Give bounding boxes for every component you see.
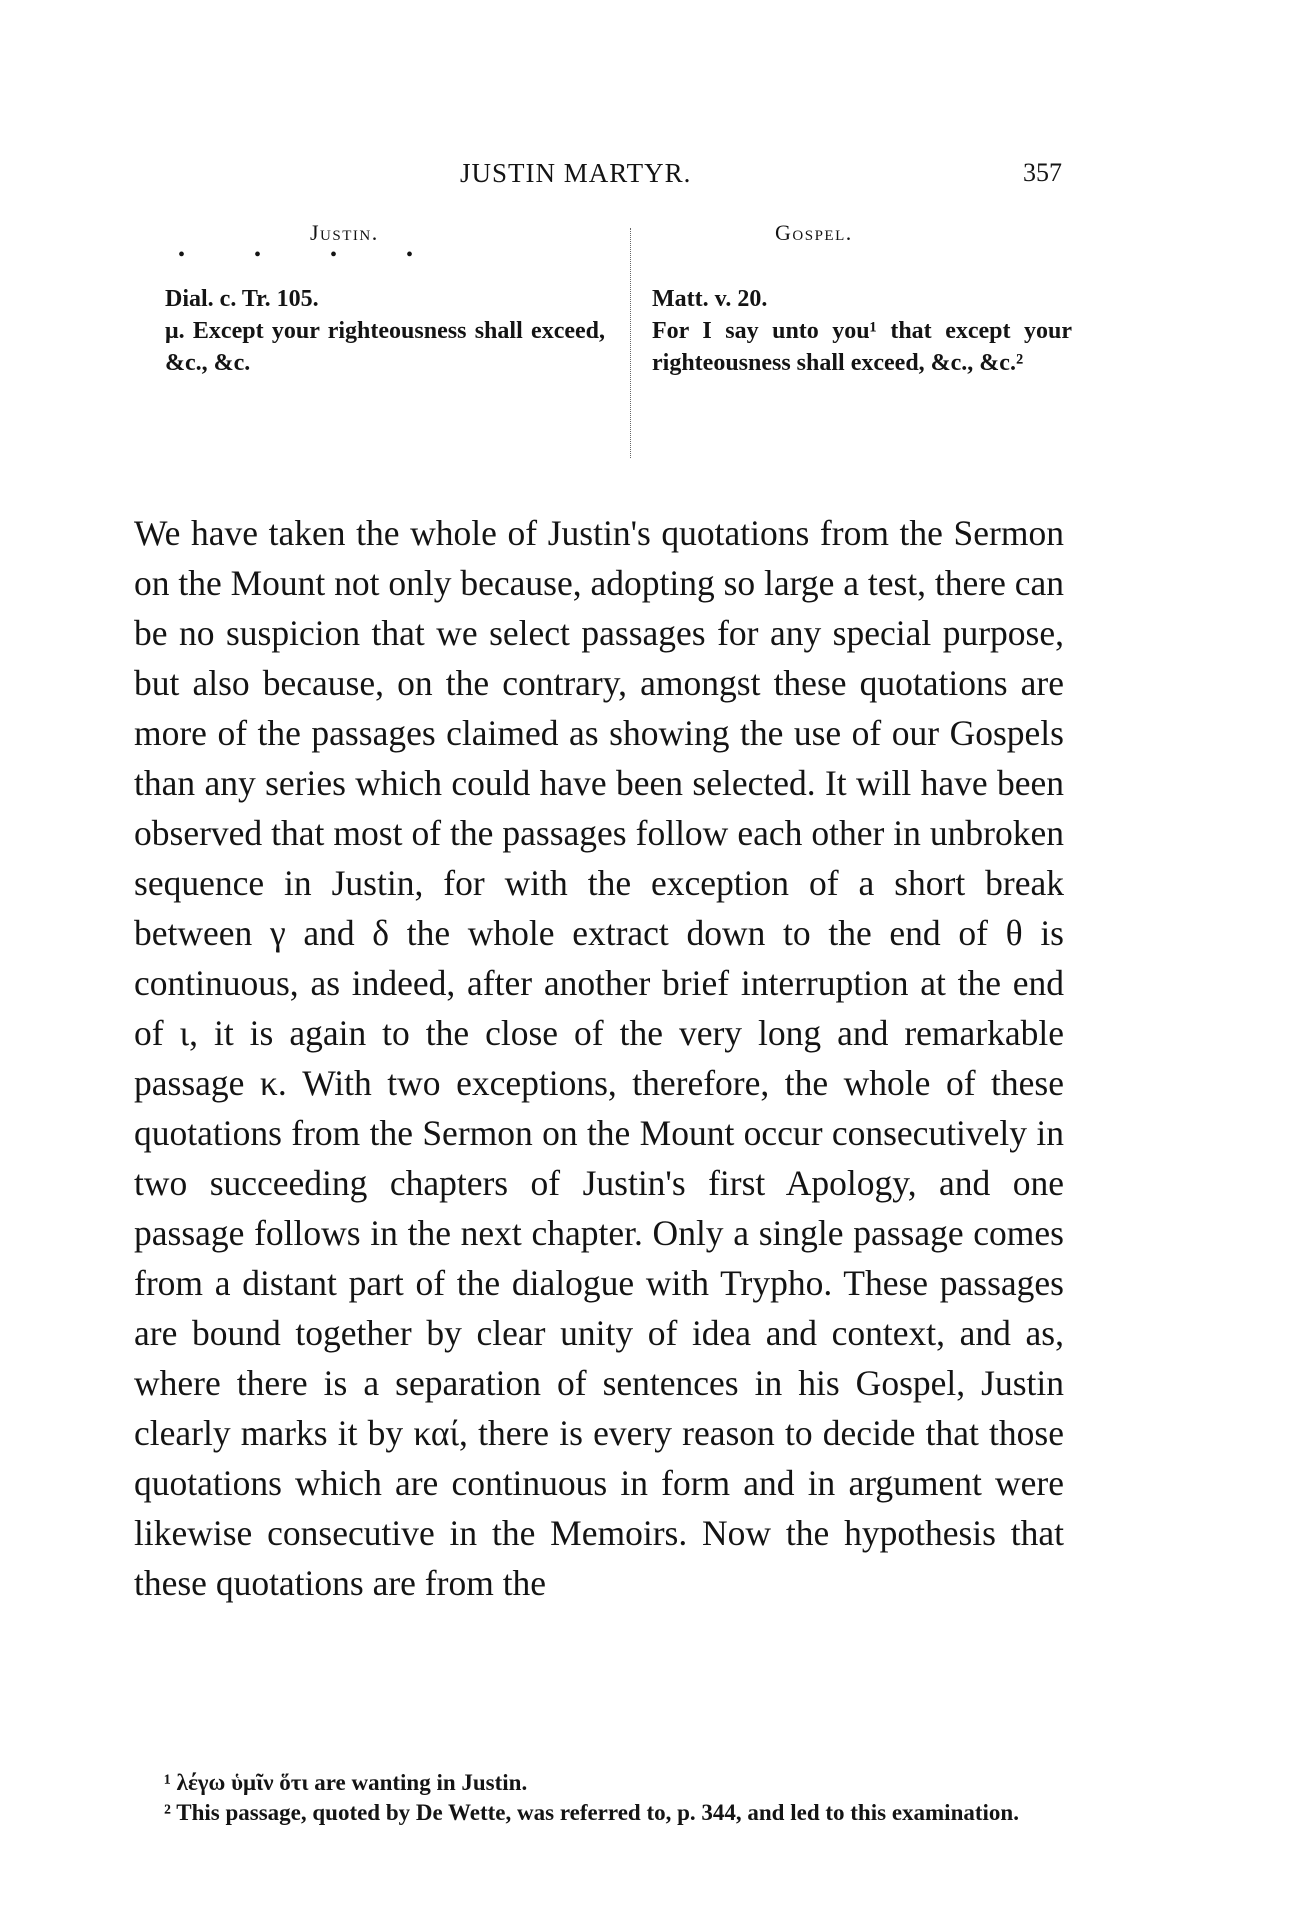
footnote-2: ² This passage, quoted by De Wette, was referred to, p. 344, and led to this examination. [164, 1800, 1019, 1825]
gospel-column-heading: Gospel. [775, 220, 853, 245]
ellipsis-dots: • • • • [178, 244, 446, 266]
footnotes [134, 1768, 1064, 1828]
footnote-1: ¹ λέγω ὑμῖν ὅτι are wanting in Justin. [164, 1770, 528, 1795]
running-head [0, 158, 1292, 198]
justin-reference: Dial. c. Tr. 105. [165, 286, 319, 312]
gospel-quote: For I say unto you¹ that except your righteousness shall exceed, &c., &c.² [652, 318, 1072, 376]
justin-quote: μ. Except your righteousness shall exceed, &c., &c. [165, 318, 605, 376]
column-divider [630, 228, 631, 458]
body-paragraph: We have taken the whole of Justin's quotations from the Sermon on the Mount not only because, adopting so large a test, there can be no suspicion that we select passages for any special purpose, but also because, on the contrary, amongst these quotations are more of the passages claimed as showing the use of our Gospels than any series which could have been selected. It will have been observed that most of the passages follow each other in unbroken sequence in Justin, for with the exception of a short break between γ and δ the whole extract down to the end of θ is continuous, as indeed, after another brief interruption at the end of ι, it is again to the close of the very long and remarkable passage κ. With two exceptions, therefore, the whole of these quotations from the Sermon on the Mount occur consecutively in two succeeding chapters of Justin's first Apology, and one passage follows in the next chapter. Only a single passage comes from a distant part of the dialogue with Trypho. These passages are bound together by clear unity of idea and context, and as, where there is a separation of sentences in his Gospel, Justin clearly marks it by καί, there is every reason to decide that those quotations which are continuous in form and in argument were likewise consecutive in the Memoirs. Now the hypothesis that these quotations are from the [134, 512, 1064, 1603]
page-number: 357 [1023, 158, 1062, 187]
justin-column-heading: Justin. [310, 220, 379, 245]
running-title: JUSTIN MARTYR. [460, 158, 692, 188]
gospel-reference: Matt. v. 20. [652, 286, 768, 312]
